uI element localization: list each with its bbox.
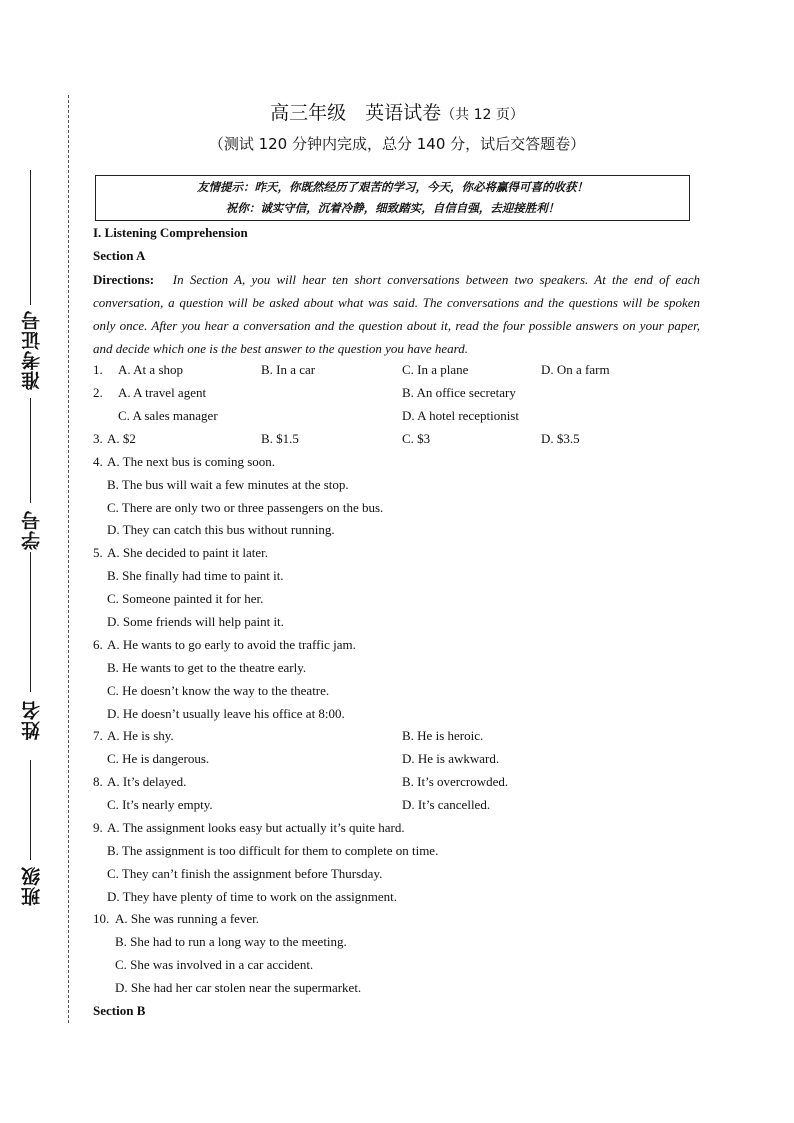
question-10-number: 10. <box>93 911 110 926</box>
question-6-option-c[interactable]: C. He doesn’t know the way to the theatre. <box>107 683 330 698</box>
student-number-field[interactable] <box>30 398 31 503</box>
question-2-option-b[interactable]: B. An office secretary <box>402 385 516 400</box>
name-field[interactable] <box>30 552 31 692</box>
page-title <box>0 98 794 125</box>
question-7-number: 7. <box>93 728 103 743</box>
question-2-number: 2. <box>93 385 103 400</box>
section-b-heading: Section B <box>93 1003 146 1018</box>
tips-box <box>95 175 690 221</box>
question-4-option-a[interactable]: A. The next bus is coming soon. <box>107 454 276 469</box>
directions-text: In Section A, you will hear ten short conversations between two speakers. At the end of each conversation, a question will be asked about what was said. The conversations and the questions will be spoken only once. After you hear a conversation and the question about it, read the four possible answers on your paper, and decide which one is the best answer to the question you have heard. <box>93 272 700 356</box>
question-3-option-a[interactable]: A. $2 <box>107 431 136 446</box>
student-number-label: 学号 <box>21 510 43 550</box>
exam-subtitle: （测试 120 分钟内完成，总分 140 分，试后交答题卷） <box>208 135 586 153</box>
exam-number-field[interactable] <box>30 170 31 305</box>
class-field[interactable] <box>30 760 31 860</box>
question-10-option-c[interactable]: C. She was involved in a car accident. <box>115 957 314 972</box>
question-6-option-d[interactable]: D. He doesn’t usually leave his office at 8:00. <box>107 706 345 721</box>
tips-line-1: 友情提示：昨天，你既然经历了艰苦的学习，今天，你必将赢得可喜的收获！ <box>197 180 588 194</box>
question-6-option-b[interactable]: B. He wants to get to the theatre early. <box>107 660 307 675</box>
question-9-option-d[interactable]: D. They have plenty of time to work on the assignment. <box>107 889 398 904</box>
page-count: （共 12 页） <box>441 107 524 123</box>
question-3-option-b[interactable]: B. $1.5 <box>261 431 299 446</box>
question-2-option-d[interactable]: D. A hotel receptionist <box>402 408 519 423</box>
tips-line-2: 祝你：诚实守信，沉着冷静，细致踏实，自信自强，去迎接胜利！ <box>225 201 560 215</box>
question-3-option-d[interactable]: D. $3.5 <box>541 431 580 446</box>
question-8-option-a[interactable]: A. It’s delayed. <box>107 774 187 789</box>
class-label: 班级 <box>21 866 43 906</box>
exam-title: 高三年级 英语试卷 <box>270 102 442 124</box>
question-1-option-a[interactable]: A. At a shop <box>118 362 183 377</box>
question-5-option-b[interactable]: B. She finally had time to paint it. <box>107 568 284 583</box>
exam-number-label: 准考证号 <box>21 310 43 390</box>
question-5-option-a[interactable]: A. She decided to paint it later. <box>107 545 269 560</box>
section-a-heading: Section A <box>93 248 146 263</box>
question-4-number: 4. <box>93 454 103 469</box>
question-3-option-c[interactable]: C. $3 <box>402 431 431 446</box>
directions <box>93 268 700 360</box>
question-1-option-d[interactable]: D. On a farm <box>541 362 610 377</box>
name-label: 姓名 <box>21 700 43 740</box>
question-1-option-c[interactable]: C. In a plane <box>402 362 469 377</box>
question-2-option-c[interactable]: C. A sales manager <box>118 408 218 423</box>
question-9-option-a[interactable]: A. The assignment looks easy but actually it’s quite hard. <box>107 820 405 835</box>
question-4-option-c[interactable]: C. There are only two or three passengers on the bus. <box>107 500 384 515</box>
question-7-option-d[interactable]: D. He is awkward. <box>402 751 500 766</box>
question-4-option-b[interactable]: B. The bus will wait a few minutes at the stop. <box>107 477 349 492</box>
question-10-option-b[interactable]: B. She had to run a long way to the meeting. <box>115 934 347 949</box>
question-5-option-c[interactable]: C. Someone painted it for her. <box>107 591 264 606</box>
part-heading: I. Listening Comprehension <box>93 225 248 240</box>
question-5-number: 5. <box>93 545 103 560</box>
question-7-option-c[interactable]: C. He is dangerous. <box>107 751 210 766</box>
directions-label: Directions: <box>93 272 155 287</box>
question-1-number: 1. <box>93 362 103 377</box>
question-6-number: 6. <box>93 637 103 652</box>
question-6-option-a[interactable]: A. He wants to go early to avoid the traffic jam. <box>107 637 356 652</box>
question-9-option-b[interactable]: B. The assignment is too difficult for them to complete on time. <box>107 843 439 858</box>
binding-dashed-line <box>68 95 69 1023</box>
question-2-option-a[interactable]: A. A travel agent <box>118 385 207 400</box>
question-7-option-b[interactable]: B. He is heroic. <box>402 728 484 743</box>
question-10-option-a[interactable]: A. She was running a fever. <box>115 911 260 926</box>
question-10-option-d[interactable]: D. She had her car stolen near the supermarket. <box>115 980 362 995</box>
question-7-option-a[interactable]: A. He is shy. <box>107 728 174 743</box>
question-8-number: 8. <box>93 774 103 789</box>
question-8-option-d[interactable]: D. It’s cancelled. <box>402 797 491 812</box>
question-1-option-b[interactable]: B. In a car <box>261 362 316 377</box>
question-9-option-c[interactable]: C. They can’t finish the assignment before Thursday. <box>107 866 383 881</box>
question-9-number: 9. <box>93 820 103 835</box>
question-5-option-d[interactable]: D. Some friends will help paint it. <box>107 614 284 629</box>
question-4-option-d[interactable]: D. They can catch this bus without running. <box>107 522 335 537</box>
question-8-option-c[interactable]: C. It’s nearly empty. <box>107 797 213 812</box>
question-8-option-b[interactable]: B. It’s overcrowded. <box>402 774 509 789</box>
question-3-number: 3. <box>93 431 103 446</box>
